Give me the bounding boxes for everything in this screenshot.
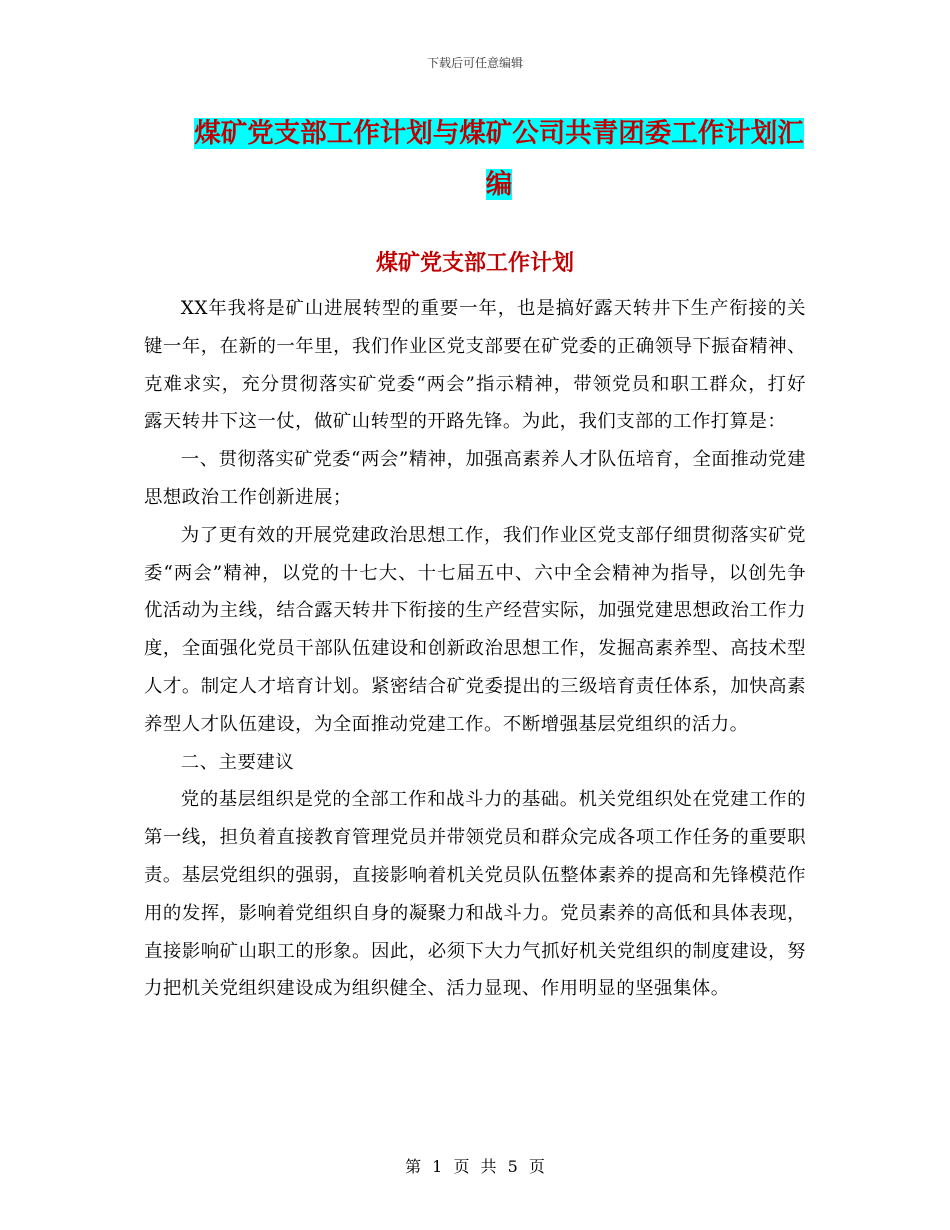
paragraph-item-one-body: 为了更有效的开展党建政治思想工作，我们作业区党支部仔细贯彻落实矿党委“两会”精神，以党的十七大、十七届五中、六中全会精神为指导，以创先争优活动为主线，结合露天转井下衔接的生产经营实际，加强党建思想政治工作力度，全面强化党员干部队伍建设和创新政治思想工作，发掘高素养型、高技术型人才。制定人才培育计划。紧密结合矿党委提出的三级培育责任体系，加快高素养型人才队伍建设，为全面推动党建工作。不断增强基层党组织的活力。 xyxy=(144,524,806,735)
document-body xyxy=(144,290,806,1008)
paragraph-item-two-body: 党的基层组织是党的全部工作和战斗力的基础。机关党组织处在党建工作的第一线，担负着直接教育管理党员并带领党员和群众完成各项工作任务的重要职责。基层党组织的强弱，直接影响着机关党员队伍整体素养的提高和先锋模范作用的发挥，影响着党组织自身的凝聚力和战斗力。党员素养的高低和具体表现，直接影响矿山职工的形象。因此，必须下大力气抓好机关党组织的制度建设，努力把机关党组织建设成为组织健全、活力显现、作用明显的坚强集体。 xyxy=(144,789,806,1000)
paragraph-intro: XX年我将是矿山进展转型的重要一年，也是搞好露天转井下生产衔接的关键一年，在新的一年里，我们作业区党支部要在矿党委的正确领导下振奋精神、克难求实，充分贯彻落实矿党委“两会”指示精神，带领党员和职工群众，打好露天转井下这一仗，做矿山转型的开路先锋。为此，我们支部的工作打算是： xyxy=(144,298,806,433)
document-title-text: 煤矿党支部工作计划与煤矿公司共青团委工作计划汇编 xyxy=(194,118,804,200)
paragraph-item-one-heading: 一、贯彻落实矿党委“两会”精神，加强高素养人才队伍培育，全面推动党建思想政治工作创新进展； xyxy=(144,449,806,508)
header-note: 下载后可任意编辑 xyxy=(426,56,523,70)
section-title: 煤矿党支部工作计划 xyxy=(375,251,574,276)
paragraph-item-two-heading: 二、主要建议 xyxy=(180,751,295,773)
document-title xyxy=(194,108,804,210)
page-number-footer: 第 1 页 共 5 页 xyxy=(405,1157,545,1176)
